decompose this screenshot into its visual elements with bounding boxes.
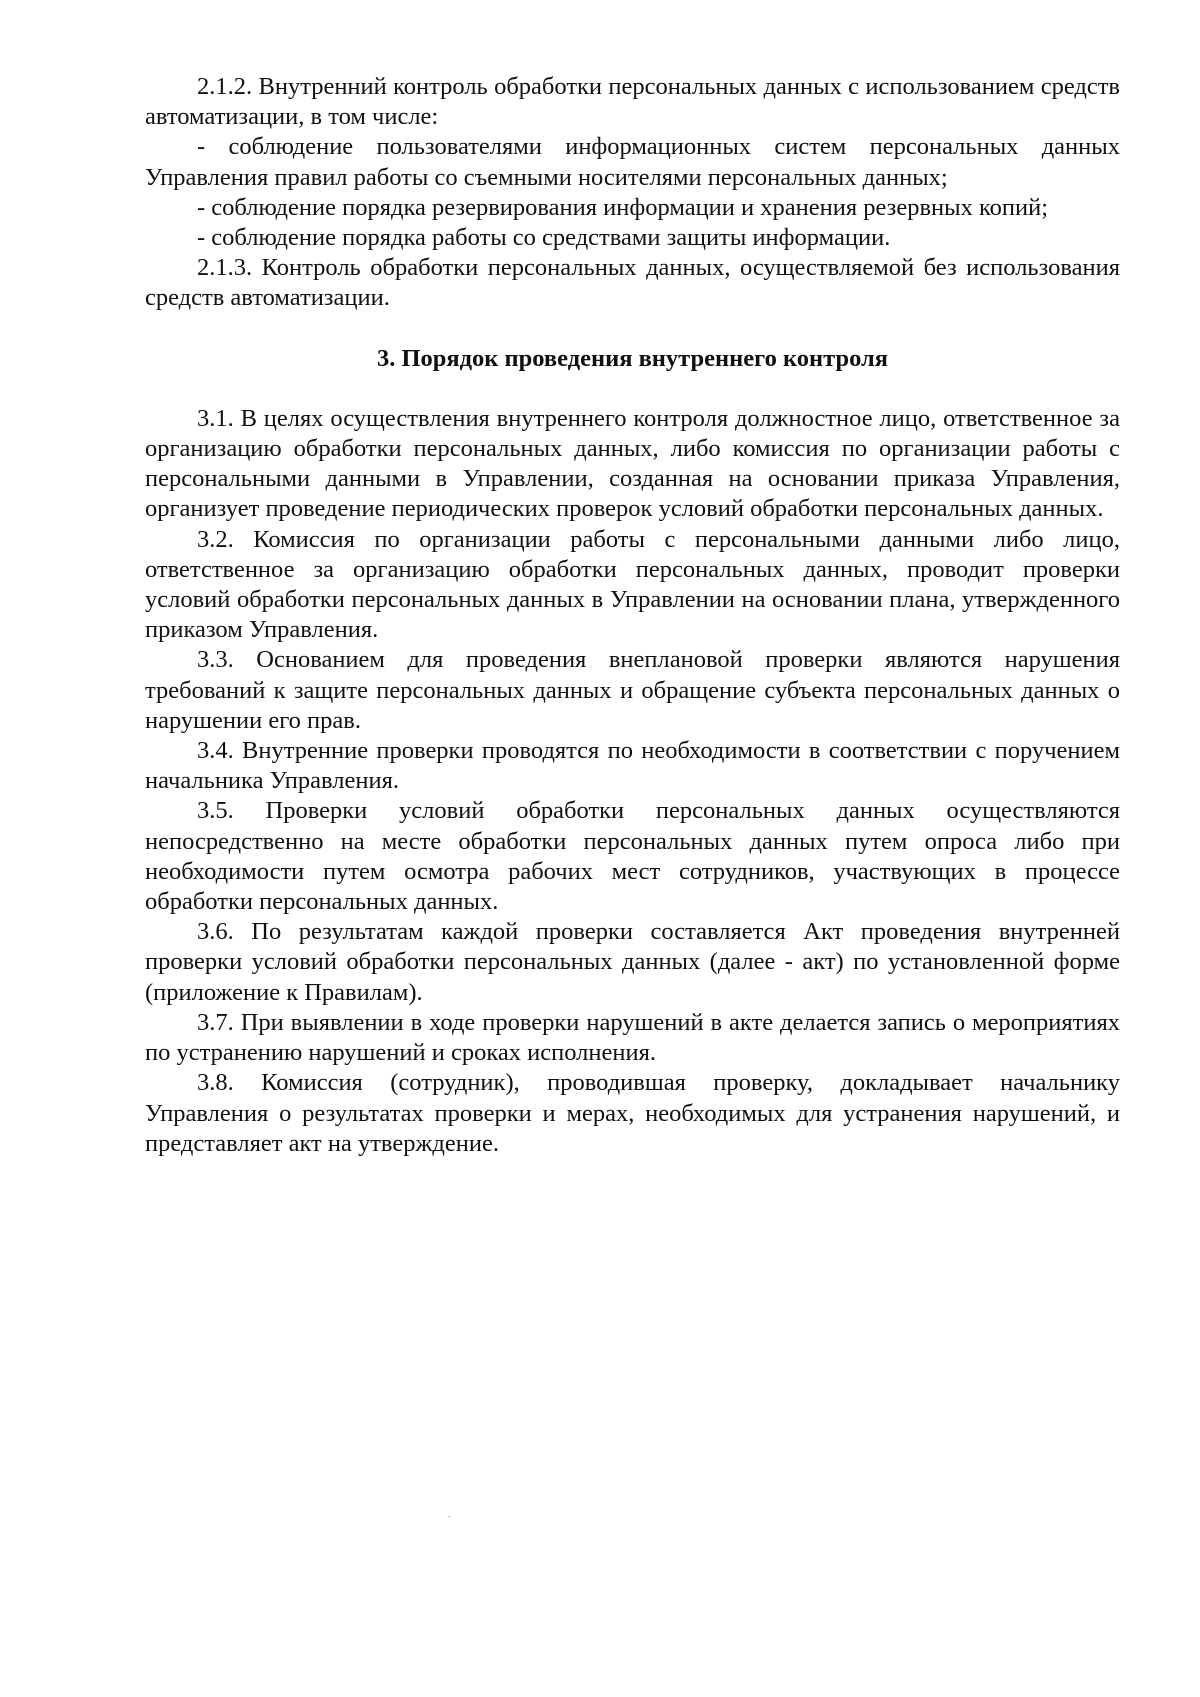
paragraph-3-2: 3.2. Комиссия по организации работы с персональными данными либо лицо, ответственное за организацию обработки персональных данных, проводит проверки условий обработки персональных данных в Управлении на основании плана, утвержденного приказом Управления. [145, 525, 1120, 644]
document-body [145, 72, 1120, 1159]
paragraph-2-1-2: 2.1.2. Внутренний контроль обработки персональных данных с использованием средств автоматизации, в том числе: [145, 73, 1120, 131]
paragraph-3-7: 3.7. При выявлении в ходе проверки нарушений в акте делается запись о мероприятиях по устранению нарушений и сроках исполнения. [145, 1008, 1120, 1067]
paragraph-3-6: 3.6. По результатам каждой проверки составляется Акт проведения внутренней проверки условий обработки персональных данных (далее - акт) по установленной форме (приложение к Правилам). [145, 918, 1120, 1006]
paragraph-2-1-3: 2.1.3. Контроль обработки персональных данных, осуществляемой без использования средств автоматизации. [145, 254, 1120, 312]
paragraph-3-1: 3.1. В целях осуществления внутреннего контроля должностное лицо, ответственное за организацию обработки персональных данных, либо комиссия по организации работы с персональными данными в Управлении, созданная на основании приказа Управления, организует проведение периодических проверок условий обработки персональных данных. [145, 404, 1120, 523]
paragraph-3-5: 3.5. Проверки условий обработки персональных данных осуществляются непосредственно на месте обработки персональных данных путем опроса либо при необходимости путем осмотра рабочих мест сотрудников, участвующих в процессе обработки персональных данных. [145, 797, 1120, 916]
bullet-item: - соблюдение пользователями информационных систем персональных данных Управления правил работы со съемными носителями персональных данных; [145, 133, 1120, 191]
bullet-item: - соблюдение порядка работы со средствами защиты информации. [197, 224, 891, 252]
paragraph-3-3: 3.3. Основанием для проведения внеплановой проверки являются нарушения требований к защите персональных данных и обращение субъекта персональных данных о нарушении его прав. [145, 646, 1120, 734]
bullet-item: - соблюдение порядка резервирования информации и хранения резервных копий; [197, 193, 1049, 221]
paragraph-3-4: 3.4. Внутренние проверки проводятся по необходимости в соответствии с поручением начальника Управления. [145, 737, 1120, 795]
paragraph-3-8: 3.8. Комиссия (сотрудник), проводившая проверку, докладывает начальнику Управления о результатах проверки и мерах, необходимых для устранения нарушений, и представляет акт на утверждение. [145, 1069, 1120, 1157]
scan-speck [448, 1516, 450, 1517]
section-heading: 3. Порядок проведения внутреннего контроля [376, 344, 889, 372]
